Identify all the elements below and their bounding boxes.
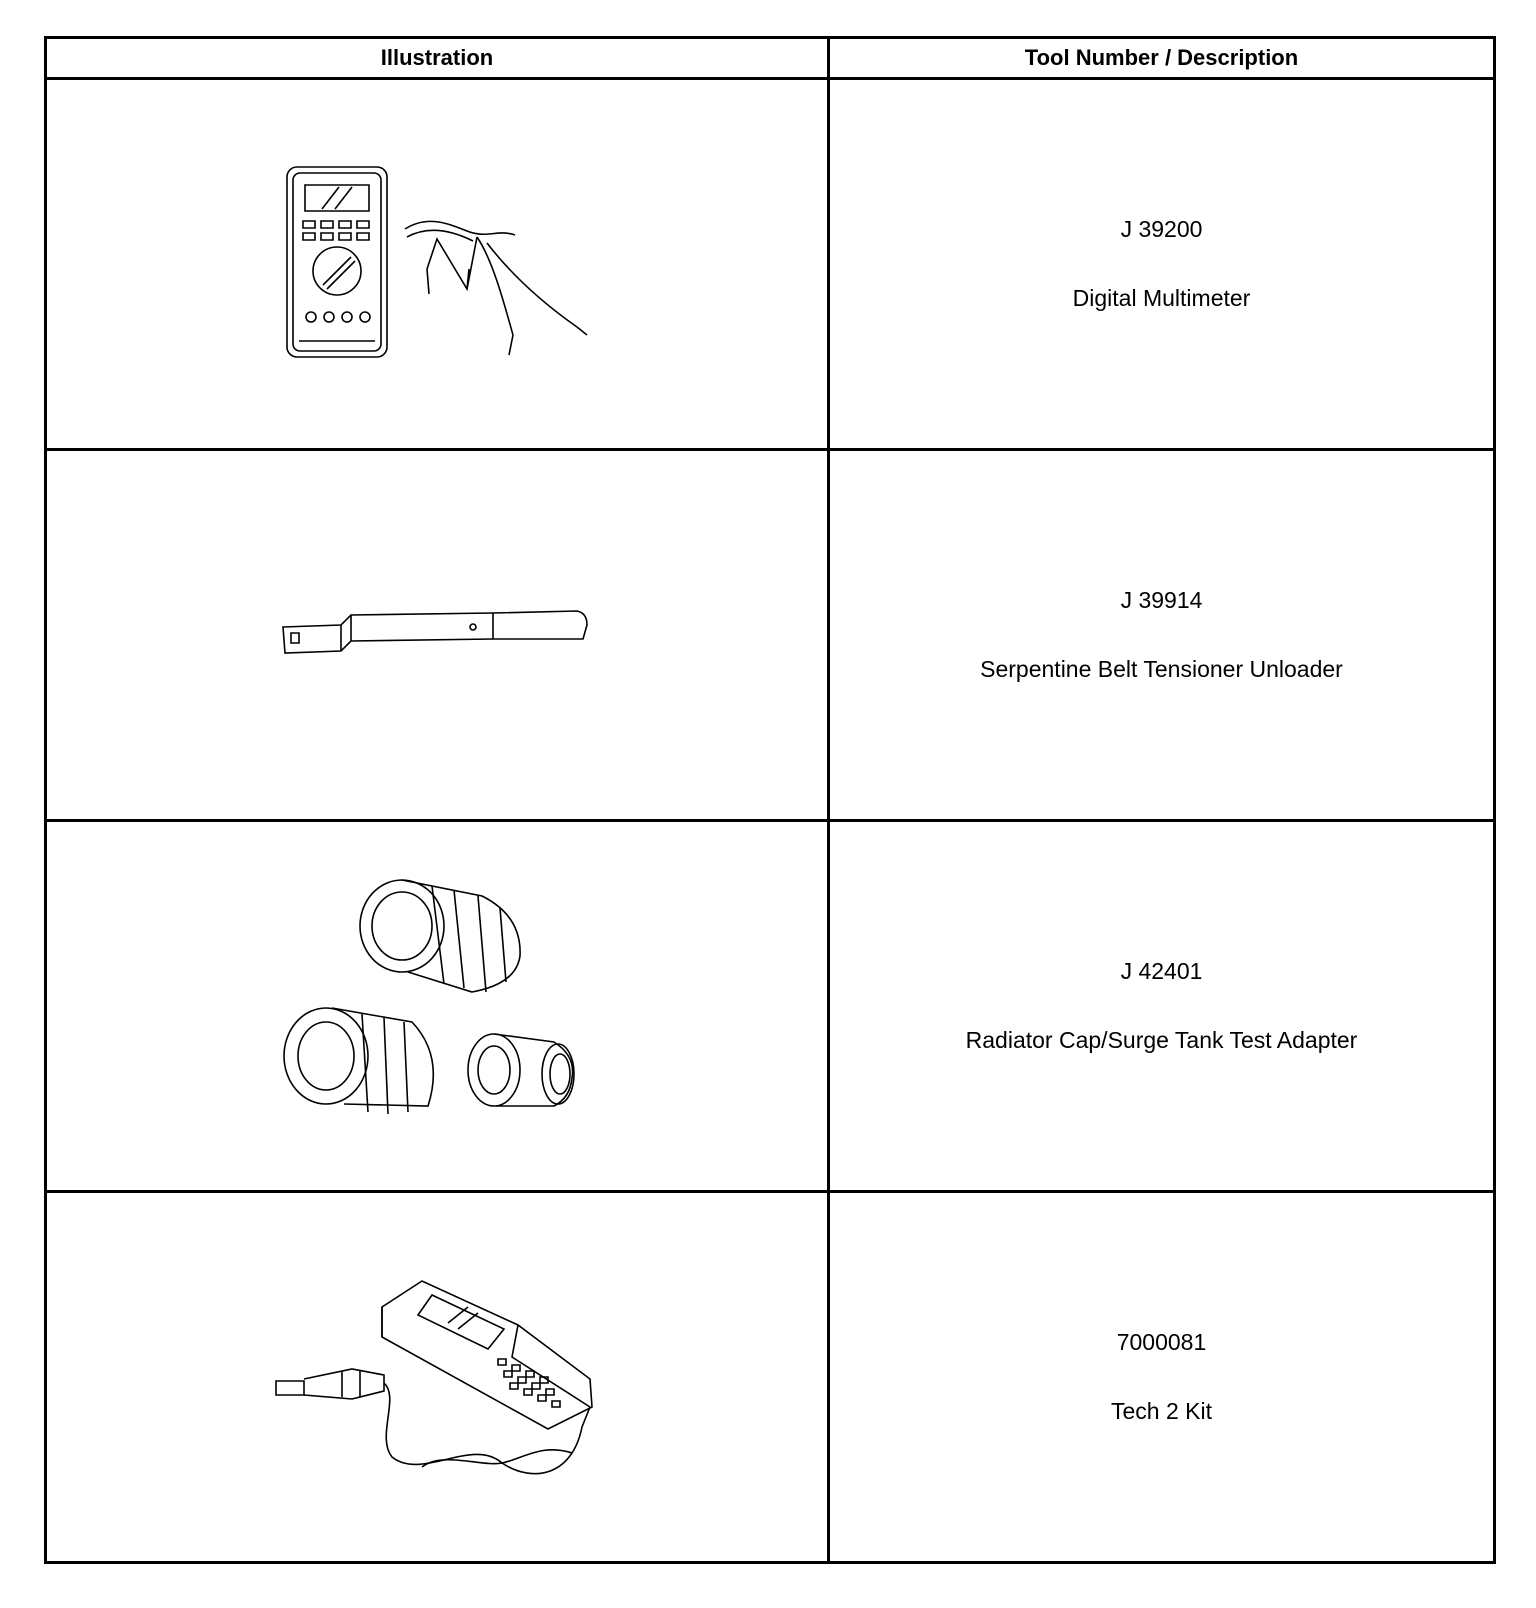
special-tools-table <box>44 36 1496 1564</box>
tool-description: Radiator Cap/Surge Tank Test Adapter <box>965 1027 1358 1053</box>
illustration-cell <box>46 1192 829 1563</box>
tool-number: J 42401 <box>1120 958 1203 984</box>
test-adapter-icon <box>272 856 602 1156</box>
table-row <box>46 821 1495 1192</box>
tool-description: Tech 2 Kit <box>1111 1398 1212 1424</box>
multimeter-icon <box>277 159 597 369</box>
illustration-cell <box>46 450 829 821</box>
header-row <box>46 38 1495 79</box>
illustration-cell <box>46 79 829 450</box>
header-illustration: Illustration <box>46 38 829 79</box>
tool-description: Serpentine Belt Tensioner Unloader <box>980 656 1343 682</box>
tool-description: Digital Multimeter <box>1072 285 1251 311</box>
tensioner-unloader-icon <box>277 605 597 665</box>
table-row <box>46 1192 1495 1563</box>
illustration-cell <box>46 821 829 1192</box>
tool-cell <box>829 1192 1495 1563</box>
table-row <box>46 450 1495 821</box>
tech2-scan-tool-icon <box>272 1267 602 1487</box>
tool-number: 7000081 <box>1116 1329 1207 1355</box>
tool-number: J 39200 <box>1120 216 1203 242</box>
tool-cell <box>829 821 1495 1192</box>
table-row <box>46 79 1495 450</box>
header-tool-number-description: Tool Number / Description <box>829 38 1495 79</box>
tool-cell <box>829 450 1495 821</box>
tool-cell <box>829 79 1495 450</box>
tool-number: J 39914 <box>1120 587 1203 613</box>
